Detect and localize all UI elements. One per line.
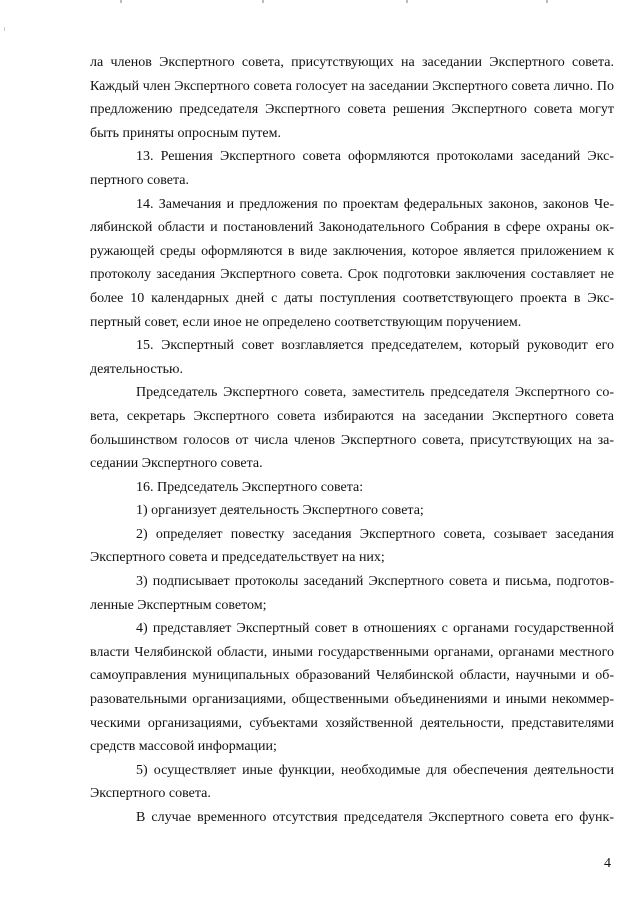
paragraph-subitem-2: 2) определяет повестку заседания Экспертного совета, созывает заседания Экспертного совета и председательствует на них; <box>90 526 614 566</box>
paragraph-chairman-election: Председатель Экспертного совета, заместитель председателя Экспертного совета, секретарь Экспертного совета избираются на заседании Экспертного совета большинством голосов от числа членов Экспертного совета, присутствующих на заседании Экспертного совета. <box>90 385 614 472</box>
paragraph-continuation: ла членов Экспертного совета, присутствующих на заседании Экспертного совета. Каждый член Экспертного совета голосует на заседании Экспертного совета лично. По предложению председателя Экспертного совета решения Экспертного совета могут быть приняты опросным путем. <box>90 55 614 141</box>
scan-edge-mark <box>4 27 5 31</box>
page-number: 4 <box>604 856 611 871</box>
paragraph-chairman-absence: В случае временного отсутствия председателя Экспертного совета его функ- <box>136 810 614 825</box>
document-body <box>90 51 614 830</box>
paragraph-item-13: 13. Решения Экспертного совета оформляются протоколами заседаний Экспертного совета. <box>90 149 614 188</box>
paragraph-item-15: 15. Экспертный совет возглавляется председателем, который руководит его деятельностью. <box>90 338 614 377</box>
paragraph-subitem-3: 3) подписывает протоколы заседаний Экспертного совета и письма, подготовленные Экспертным советом; <box>90 574 614 613</box>
paragraph-subitem-4: 4) представляет Экспертный совет в отношениях с органами государственной власти Челябинской области, иными государственными органами, органами местного самоуправления муниципальных образований Челябинской области, научными и образовательными организациями, общественными объединениями и иными некоммерческими организациями, субъектами хозяйственной деятельности, представителями средств массовой информации; <box>90 621 614 755</box>
paragraph-item-14: 14. Замечания и предложения по проектам федеральных законов, законов Челябинской области и постановлений Законодательного Собрания в сфере охраны окружающей среды оформляются в виде заключения, которое является приложением к протоколу заседания Экспертного совета. Срок подготовки заключения составляет не более 10 календарных дней с даты поступления соответствующего проекта в Экспертный совет, если иное не определено соответствующим поручением. <box>90 196 614 330</box>
paragraph-item-16: 16. Председатель Экспертного совета: <box>136 479 364 495</box>
paragraph-subitem-5: 5) осуществляет иные функции, необходимые для обеспечения деятельности Экспертного совета. <box>90 762 614 802</box>
scan-top-marks <box>0 0 640 3</box>
paragraph-subitem-1: 1) организует деятельность Экспертного совета; <box>136 503 424 519</box>
